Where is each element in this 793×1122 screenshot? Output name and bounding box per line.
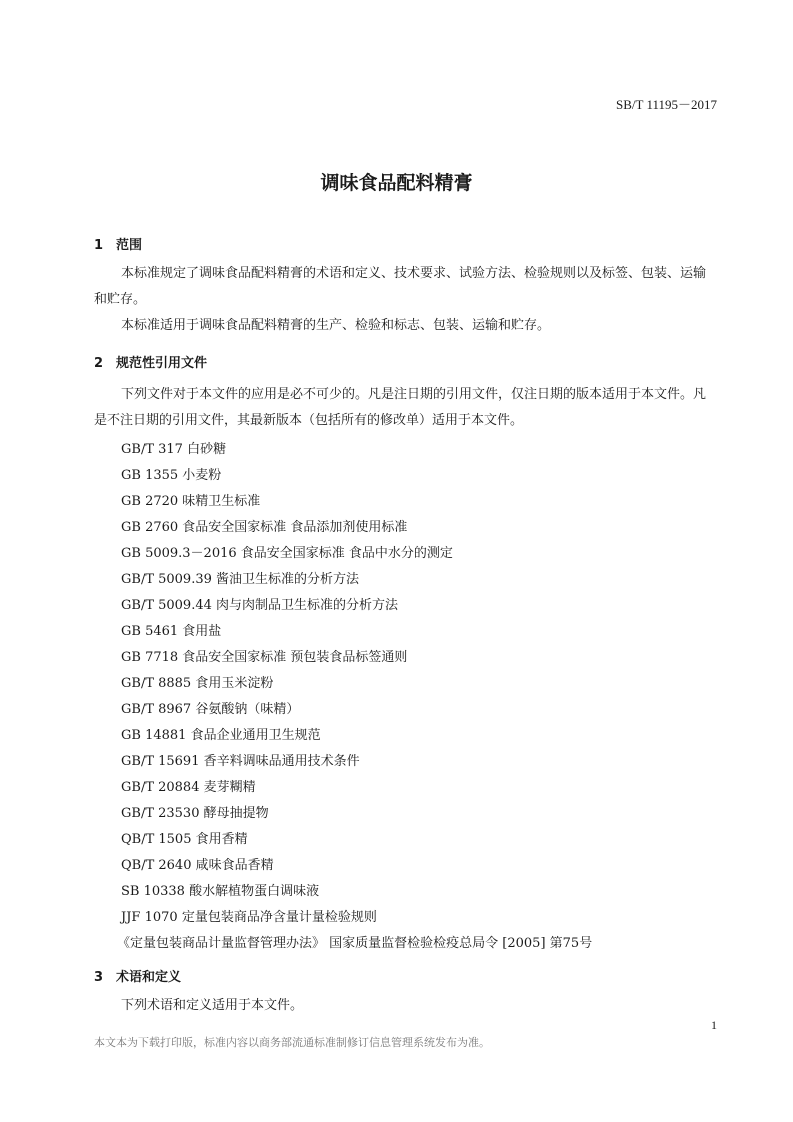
reference-title: 谷氨酸钠（味精） [195,702,300,717]
reference-item [121,542,453,561]
reference-code: GB/T 5009.44 [121,598,212,613]
paragraph-text: 本标准规定了调味食品配料精膏的术语和定义、技术要求、试验方法、检验规则以及标签、包装、运输和贮存。 [94,266,707,307]
reference-title: 味精卫生标准 [182,494,261,509]
reference-title: 定量包装商品净含量计量检验规则 [181,910,377,925]
reference-item [121,490,260,509]
paragraph-text: 下列文件对于本文件的应用是必不可少的。凡是注日期的引用文件，仅注日期的版本适用于本文件。凡是不注日期的引用文件，其最新版本（包括所有的修改单）适用于本文件。 [94,387,707,428]
reference-title: 食用盐 [182,624,222,639]
section-heading-normative-references [94,352,207,371]
reference-item [121,646,407,665]
reference-item [121,620,221,639]
reference-title: 麦芽糊精 [203,780,256,795]
reference-code: GB 5461 [121,624,179,639]
reference-item [121,750,360,769]
reference-code: GB/T 8967 [121,702,192,717]
reference-code: GB 2720 [121,494,179,509]
reference-code: GB/T 317 [121,442,183,457]
reference-item [121,438,226,457]
reference-title: 咸味食品香精 [195,858,274,873]
reference-item [121,594,398,613]
page-number: 1 [711,1018,717,1032]
reference-title: 香辛料调味品通用技术条件 [203,754,360,769]
section-title: 范围 [116,238,143,253]
reference-title: 食用玉米淀粉 [195,676,274,691]
reference-title: 食用香精 [195,832,248,847]
paragraph-text: 下列术语和定义适用于本文件。 [121,998,304,1013]
reference-item [121,672,273,691]
paragraph-references-intro [94,382,714,434]
reference-item [121,698,299,717]
reference-item [121,828,248,847]
reference-title: 酱油卫生标准的分析方法 [216,572,360,587]
reference-title: 食品安全国家标准 预包装食品标签通则 [182,650,408,665]
reference-code: GB/T 23530 [121,806,200,821]
section-number: 3 [94,970,104,985]
reference-item [121,568,359,587]
reference-code: GB 14881 [121,728,187,743]
reference-item [121,906,377,925]
reference-code: GB 7718 [121,650,179,665]
reference-code: 《定量包装商品计量监督管理办法》 [117,936,326,951]
reference-title: 酸水解植物蛋白调味液 [189,884,320,899]
reference-title: 食品安全国家标准 食品中水分的测定 [240,546,453,561]
reference-item [117,932,592,951]
reference-code: SB 10338 [121,884,185,899]
paragraph-text: 本标准适用于调味食品配料精膏的生产、检验和标志、包装、运输和贮存。 [121,318,551,333]
reference-item [121,854,274,873]
reference-code: GB 5009.3－2016 [121,546,237,561]
reference-title: 国家质量监督检验检疫总局令 [2005] 第75号 [329,936,593,951]
reference-code: QB/T 1505 [121,832,192,847]
reference-title: 小麦粉 [182,468,222,483]
paragraph-scope-1 [94,261,714,313]
reference-code: GB 2760 [121,520,179,535]
reference-code: GB/T 20884 [121,780,200,795]
reference-item [121,802,269,821]
reference-item [121,724,321,743]
reference-item [121,880,319,899]
section-heading-terms [94,966,181,985]
reference-code: QB/T 2640 [121,858,192,873]
section-number: 1 [94,238,104,253]
paragraph-scope-2 [94,313,714,339]
paragraph-terms-intro [94,993,714,1019]
reference-title: 食品安全国家标准 食品添加剂使用标准 [182,520,408,535]
reference-item [121,776,256,795]
reference-title: 食品企业通用卫生规范 [190,728,321,743]
reference-code: GB/T 8885 [121,676,192,691]
standard-code: SB/T 11195－2017 [615,97,717,112]
section-title: 术语和定义 [116,970,182,985]
reference-item [121,516,407,535]
reference-title: 肉与肉制品卫生标准的分析方法 [216,598,399,613]
reference-code: GB/T 15691 [121,754,200,769]
footer-note: 本文本为下载打印版，标准内容以商务部流通标准制修订信息管理系统发布为准。 [94,1036,490,1049]
section-heading-scope [94,234,142,253]
reference-code: GB/T 5009.39 [121,572,212,587]
reference-code: JJF 1070 [121,910,178,925]
reference-item [121,464,221,483]
reference-code: GB 1355 [121,468,179,483]
reference-title: 白砂糖 [187,442,227,457]
document-title: 调味食品配料精膏 [320,172,473,194]
reference-title: 酵母抽提物 [203,806,269,821]
section-title: 规范性引用文件 [116,356,208,371]
section-number: 2 [94,356,104,371]
